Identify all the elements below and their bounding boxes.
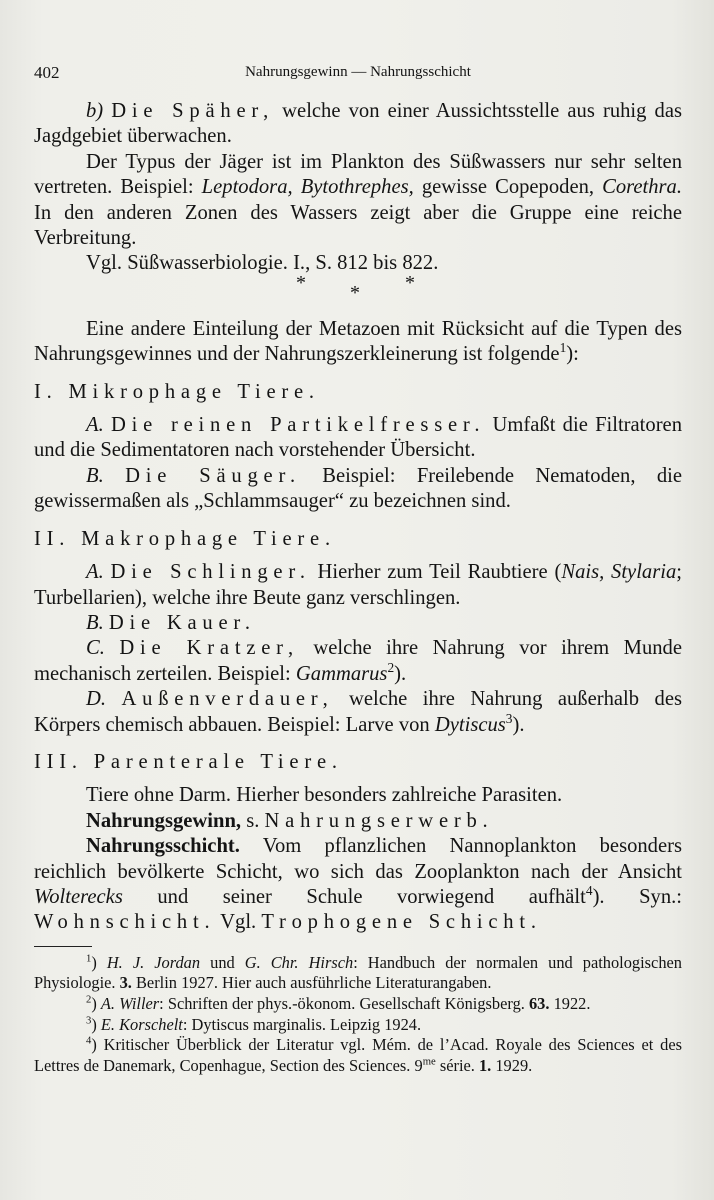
paragraph-jaeger <box>34 150 682 252</box>
entry-term: Nahrungsschicht. <box>86 835 240 858</box>
item-aussenverdauer <box>34 687 682 738</box>
heading-parenterale: III. Parenterale Tiere. <box>34 750 343 773</box>
item-label: D. <box>86 688 107 711</box>
species-name: Gammarus <box>295 662 388 685</box>
footnote-number: 1 <box>86 953 92 965</box>
paragraph-text: welche von einer Aussichtsstelle aus ruhig das Jagdgebiet überwachen. <box>34 100 682 148</box>
footnote-number: 2 <box>86 994 92 1006</box>
spaced-term: Die Kauer. <box>108 611 256 634</box>
spaced-term: Die reinen Partikelfresser. <box>110 414 486 437</box>
item-schlinger <box>34 560 682 611</box>
paragraph-text: Beispiel: Freilebende Nematoden, die gewissermaßen als „Schlammsauger“ zu bezeichnen sind. <box>34 464 682 513</box>
volume-number: 1. <box>478 1055 492 1075</box>
paragraph-text: ; Turbellarien), welche ihre Beute ganz verschlingen. <box>34 561 682 609</box>
paragraph-text: ): <box>566 343 579 366</box>
footnote-4: $^4$) Kritischer Überblick der Literatur vgl. Mém. de l’Acad. Royale des Sciences et des Lettres de Danemark, Copenhague, Section des Sciences. $9^{me}$ série. 1. 1929. <box>34 1035 682 1075</box>
spaced-term: Die Schlinger. <box>110 561 311 584</box>
paragraph-text: welche ihre Nahrung außerhalb des Körpers chemisch abbauen. Beispiel: Larve von <box>34 688 682 736</box>
paragraph-text: und seiner Schule vorwiegend aufhält <box>122 885 586 908</box>
entry-nahrungsgewinn <box>34 809 682 834</box>
paragraph-text: Hierher zum Teil Raubtiere ( <box>310 561 562 584</box>
footnote-1: $^1$) H. J. Jordan und G. Chr. Hirsch: Handbuch der normalen und pathologischen Physiologie. 3. Berlin 1927. Hier auch ausführliche Literaturangaben. <box>34 952 682 993</box>
page-header <box>34 63 682 83</box>
species-name: Leptodora, Bytothrephes, <box>201 176 414 199</box>
paragraph-reference: Vgl. Süßwasserbiologie. I., S. 812 bis 822. <box>86 252 439 275</box>
author-name: A. Willer <box>100 993 160 1013</box>
page-number: 402 <box>34 63 60 82</box>
paragraph-text: Umfaßt die Filtratoren und die Sedimentatoren nach vorstehender Übersicht. <box>34 414 682 462</box>
item-kratzer <box>34 636 682 687</box>
heading-mikrophage: I. Mikrophage Tiere. <box>34 380 320 403</box>
author-name: E. Korschelt <box>100 1014 183 1034</box>
paragraph-text: welche ihre Nahrung vor ihrem Munde mechanisch zerteilen. Beispiel: <box>34 637 682 685</box>
spaced-term: Wohnschicht. <box>34 911 216 934</box>
paragraph-text: Vgl. <box>215 911 262 934</box>
separator-star: * <box>296 271 306 294</box>
spaced-term: Die Späher, <box>111 100 275 122</box>
footnote-number: 4 <box>86 1035 92 1047</box>
item-partikelfresser <box>34 413 682 464</box>
footnote-ref: 2 <box>387 659 395 675</box>
paragraph-text: s. <box>241 809 265 832</box>
volume-number: 63. <box>528 993 550 1013</box>
item-kauer <box>34 611 682 636</box>
footnote-text: : Dytiscus marginalis. Leipzig 1924. <box>182 1014 422 1034</box>
paragraph-parenterale: Tiere ohne Darm. Hierher besonders zahlreiche Parasiten. <box>86 784 563 807</box>
footnote-number: 3 <box>86 1015 92 1027</box>
author-name: G. Chr. Hirsch <box>244 952 354 972</box>
footnote-ref: 1 <box>559 340 567 356</box>
spaced-term: Die Kratzer, <box>119 637 299 660</box>
paragraph-text: ). <box>512 713 525 736</box>
footnote-text: série. <box>435 1055 479 1075</box>
species-name: Dytiscus <box>434 713 506 736</box>
footnote-text: 1922. <box>549 993 591 1013</box>
separator-star: * <box>405 271 415 294</box>
paragraph-text: In den anderen Zonen des Wassers zeigt aber die Gruppe eine reiche Verbreitung. <box>34 201 682 250</box>
paragraph-text: Eine andere Einteilung der Metazoen mit Rücksicht auf die Typen des Nahrungsgewinnes und der Nahrungszerkleinerung ist folgende <box>34 317 682 366</box>
paragraph-text: gewisse Copepoden, <box>413 176 603 199</box>
spaced-term: Außenverdauer, <box>121 688 334 711</box>
item-label: A. <box>86 561 104 584</box>
page-body <box>34 99 682 1076</box>
paragraph-text: Der Typus der Jäger ist im Plankton des Süßwassers nur sehr selten vertreten. Beispiel: <box>34 150 682 199</box>
paragraph-intro <box>34 317 682 368</box>
item-label: B. <box>86 464 104 487</box>
ordinal-suffix: me <box>422 1056 436 1068</box>
footnote-text: 1929. <box>491 1055 533 1075</box>
footnote-2: $^2$) A. Willer: Schriften der phys.-ökonom. Gesellschaft Königsberg. 63. 1922. <box>86 993 591 1013</box>
separator-star: * <box>350 281 360 304</box>
footnote-text: Berlin 1927. Hier auch ausführliche Literaturangaben. <box>131 973 492 993</box>
footnote-text: : Schriften der phys.-ökonom. Gesellschaft Königsberg. <box>159 993 529 1013</box>
heading-makrophage: II. Makrophage Tiere. <box>34 527 336 550</box>
item-saeuger <box>34 464 682 515</box>
spaced-term: Nahrungserwerb. <box>264 809 494 832</box>
paragraph-text: ). <box>394 662 407 685</box>
footnote-text: : Handbuch der normalen und pathologischen Physiologie. <box>34 952 682 993</box>
footnote-ref: 4 <box>585 883 593 899</box>
author-name: Wolterecks <box>34 885 123 908</box>
item-label: A. <box>86 414 104 437</box>
spaced-term: Die Säuger. <box>125 464 301 487</box>
footnote-text: und <box>200 952 245 972</box>
paragraph-text: Vom pflanzlichen Nannoplankton besonders reichlich bevölkerte Schicht, wo sich das Zooplankton nach der Ansicht <box>34 835 682 883</box>
volume-number: 3. <box>119 973 132 993</box>
item-label: b) <box>86 100 104 122</box>
running-head: Nahrungsgewinn — Nahrungsschicht <box>245 64 471 80</box>
entry-nahrungsschicht <box>34 834 682 936</box>
species-name: Nais, Stylaria <box>561 561 677 584</box>
footnote-ref: 3 <box>505 710 513 726</box>
section-separator <box>34 271 682 317</box>
footnote-divider <box>34 946 92 947</box>
footnote-text: Kritischer Überblick der Literatur vgl. Mém. de l’Acad. Royale des Sciences et des Lettres de Danemark, Copenhague, Section des Sciences. 9 <box>34 1035 682 1075</box>
paragraph-text: ). Syn.: <box>592 885 682 908</box>
entry-term: Nahrungsgewinn, <box>86 809 242 832</box>
item-label: B. <box>86 611 104 634</box>
paragraph-spaeher <box>34 99 682 150</box>
author-name: H. J. Jordan <box>106 952 201 972</box>
footnote-3: $^3$) E. Korschelt: Dytiscus marginalis. Leipzig 1924. <box>86 1014 422 1034</box>
spaced-term: Trophogene Schicht. <box>261 911 542 934</box>
item-label: C. <box>86 637 105 660</box>
species-name: Corethra. <box>602 176 682 199</box>
